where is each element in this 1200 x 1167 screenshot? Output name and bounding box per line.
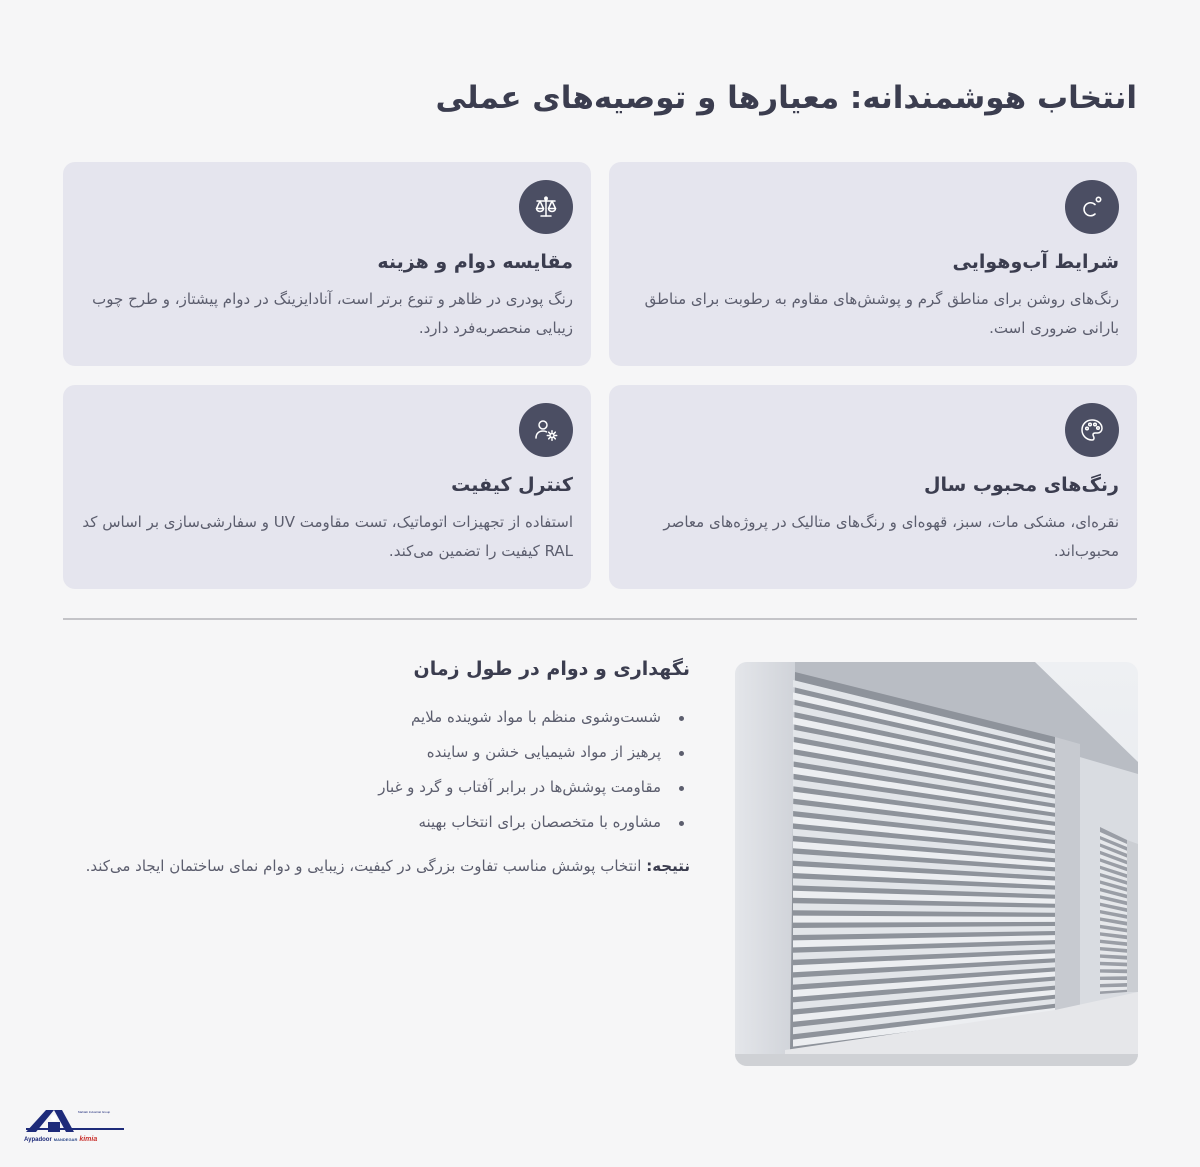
- card-popular-colors: [609, 385, 1137, 589]
- maintenance-title: نگهداری و دوام در طول زمان: [413, 658, 690, 680]
- temperature-celsius-icon: [1065, 180, 1119, 234]
- balance-scale-icon: [519, 180, 573, 234]
- logo-caption: Mahtab Industrial Group: [78, 1110, 111, 1114]
- card-title: رنگ‌های محبوب سال: [923, 474, 1119, 496]
- maintenance-list: [63, 700, 690, 840]
- result-label: نتیجه:: [646, 857, 690, 875]
- page-title: انتخاب هوشمندانه: معیارها و توصیه‌های عملی: [435, 80, 1137, 116]
- card-quality-control: [63, 385, 591, 589]
- result-paragraph: [63, 852, 690, 881]
- list-item: مقاومت پوشش‌ها در برابر آفتاب و گرد و غبار: [63, 770, 690, 805]
- card-text: رنگ پودری در ظاهر و تنوع برتر است، آنادایزینگ در دوام پیشتاز، و طرح چوب زیبایی منحصربه‌فرد دارد.: [92, 290, 573, 337]
- logo-mark-icon: [24, 1106, 126, 1134]
- maintenance-section: [63, 658, 690, 881]
- card-title: شرایط آب‌وهوایی: [952, 251, 1119, 273]
- card-title: کنترل کیفیت: [451, 474, 573, 496]
- card-durability-cost: [63, 162, 591, 366]
- card-title: مقایسه دوام و هزینه: [377, 251, 573, 273]
- card-text: رنگ‌های روشن برای مناطق گرم و پوشش‌های مقاوم به رطوبت برای مناطق بارانی ضروری است.: [644, 290, 1119, 337]
- company-logo: [24, 1106, 126, 1146]
- logo-brands: [24, 1136, 126, 1143]
- card-text: نقره‌ای، مشکی مات، سبز، قهوه‌ای و رنگ‌های متالیک در پروژه‌های معاصر محبوب‌اند.: [663, 513, 1119, 560]
- louver-slat: [1100, 973, 1127, 977]
- brand-aypadoor: Aypadoor: [24, 1136, 52, 1143]
- palette-icon: [1065, 403, 1119, 457]
- list-item: مشاوره با متخصصان برای انتخاب بهینه: [63, 805, 690, 840]
- brand-kimia: kimia: [79, 1136, 98, 1143]
- criteria-cards-grid: [63, 162, 1137, 589]
- list-item: پرهیز از مواد شیمیایی خشن و ساینده: [63, 735, 690, 770]
- card-text: استفاده از تجهیزات اتوماتیک، تست مقاومت UV و سفارشی‌سازی بر اساس کد RAL کیفیت را تضمین می‌کند.: [82, 513, 573, 560]
- section-divider: [63, 618, 1137, 620]
- brand-mandegar: MANDEGAR: [53, 1137, 78, 1142]
- result-text: انتخاب پوشش مناسب تفاوت بزرگی در کیفیت، زیبایی و دوام نمای ساختمان ایجاد می‌کند.: [85, 857, 647, 875]
- card-climate: [609, 162, 1137, 366]
- facade-louver-photo: [735, 662, 1138, 1066]
- list-item: شست‌وشوی منظم با مواد شوینده ملایم: [63, 700, 690, 735]
- user-settings-icon: [519, 403, 573, 457]
